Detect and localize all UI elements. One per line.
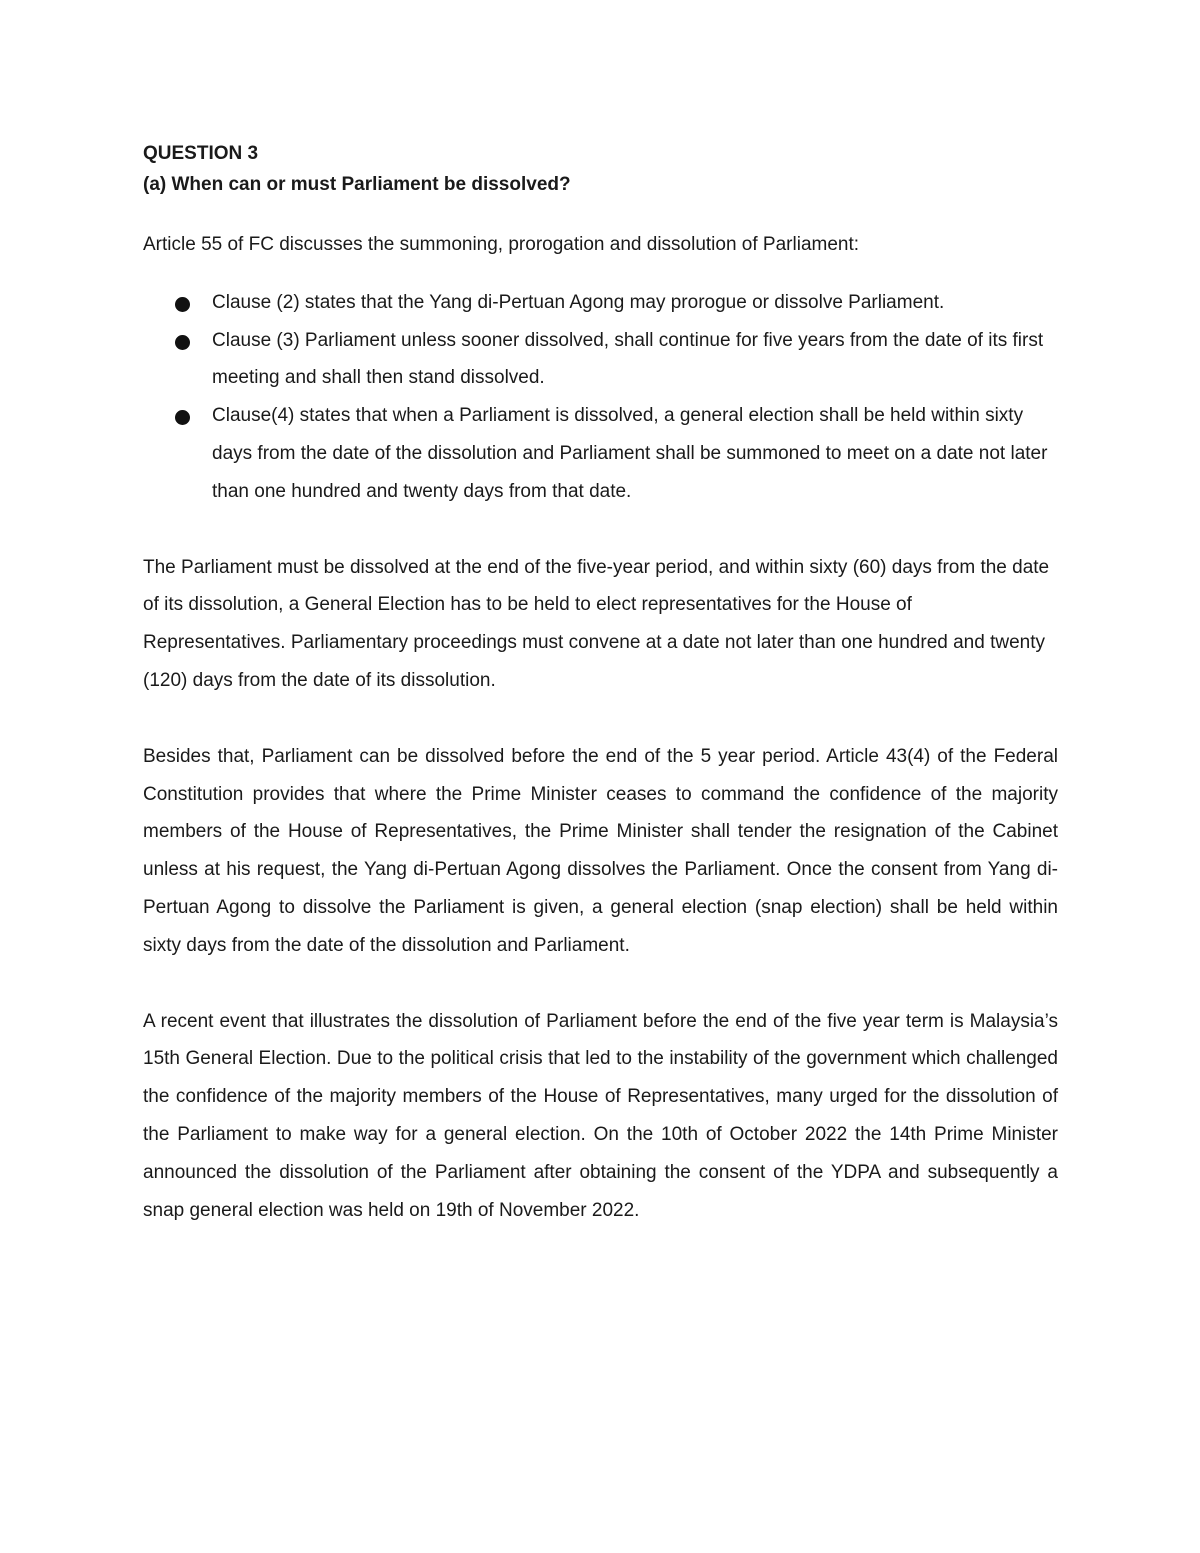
paragraph-five-year-dissolution: The Parliament must be dissolved at the end of the five-year period, and within sixty (60) days from the date of its dissolution, a General Election has to be held to elect representatives for the House of Representatives. Parliamentary proceedings must convene at a date not later than one hundred and twenty (120) days from the date of its dissolution. bbox=[143, 556, 1050, 691]
paragraph-recent-event: A recent event that illustrates the dissolution of Parliament before the end of the five year term is Malaysia’s 15th General Election. Due to the political crisis that led to the instability of the government which challenged the confidence of the majority members of the House of Representatives, many urged for the dissolution of the Parliament to make way for a general election. On the 10th of October 2022 the 14th Prime Minister announced the dissolution of the Parliament after obtaining the consent of the YDPA and subsequently a snap general election was held on 19th of November 2022. bbox=[143, 1010, 1058, 1221]
bullet-dot-icon bbox=[175, 410, 190, 425]
bullet-text: Clause (2) states that the Yang di-Pertuan Agong may prorogue or dissolve Parliament. bbox=[212, 291, 945, 313]
bullet-item-clause-3 bbox=[143, 322, 1058, 398]
bullet-item-clause-4 bbox=[143, 397, 1058, 510]
subquestion-heading: (a) When can or must Parliament be dissolved? bbox=[143, 174, 571, 195]
bullet-text: Clause(4) states that when a Parliament is dissolved, a general election shall be held within sixty days from the date of the dissolution and Parliament shall be summoned to meet on a date not later than one hundred and twenty days from that date. bbox=[212, 405, 1048, 502]
intro-paragraph: Article 55 of FC discusses the summoning, prorogation and dissolution of Parliament: bbox=[143, 234, 860, 255]
bullet-dot-icon bbox=[175, 335, 190, 350]
bullet-item-clause-2 bbox=[143, 284, 1058, 322]
clause-bullet-list bbox=[143, 284, 1058, 511]
question-title: QUESTION 3 bbox=[143, 143, 259, 164]
paragraph-early-dissolution: Besides that, Parliament can be dissolved before the end of the 5 year period. Article 43(4) of the Federal Constitution provides that where the Prime Minister ceases to command the confidence of the majority members of the House of Representatives, the Prime Minister shall tender the resignation of the Cabinet unless at his request, the Yang di-Pertuan Agong dissolves the Parliament. Once the consent from Yang di-Pertuan Agong to dissolve the Parliament is given, a general election (snap election) shall be held within sixty days from the date of the dissolution and Parliament. bbox=[143, 745, 1058, 956]
bullet-dot-icon bbox=[175, 297, 190, 312]
document-page bbox=[143, 138, 1058, 1229]
bullet-text: Clause (3) Parliament unless sooner dissolved, shall continue for five years from the date of its first meeting and shall then stand dissolved. bbox=[212, 329, 1044, 389]
